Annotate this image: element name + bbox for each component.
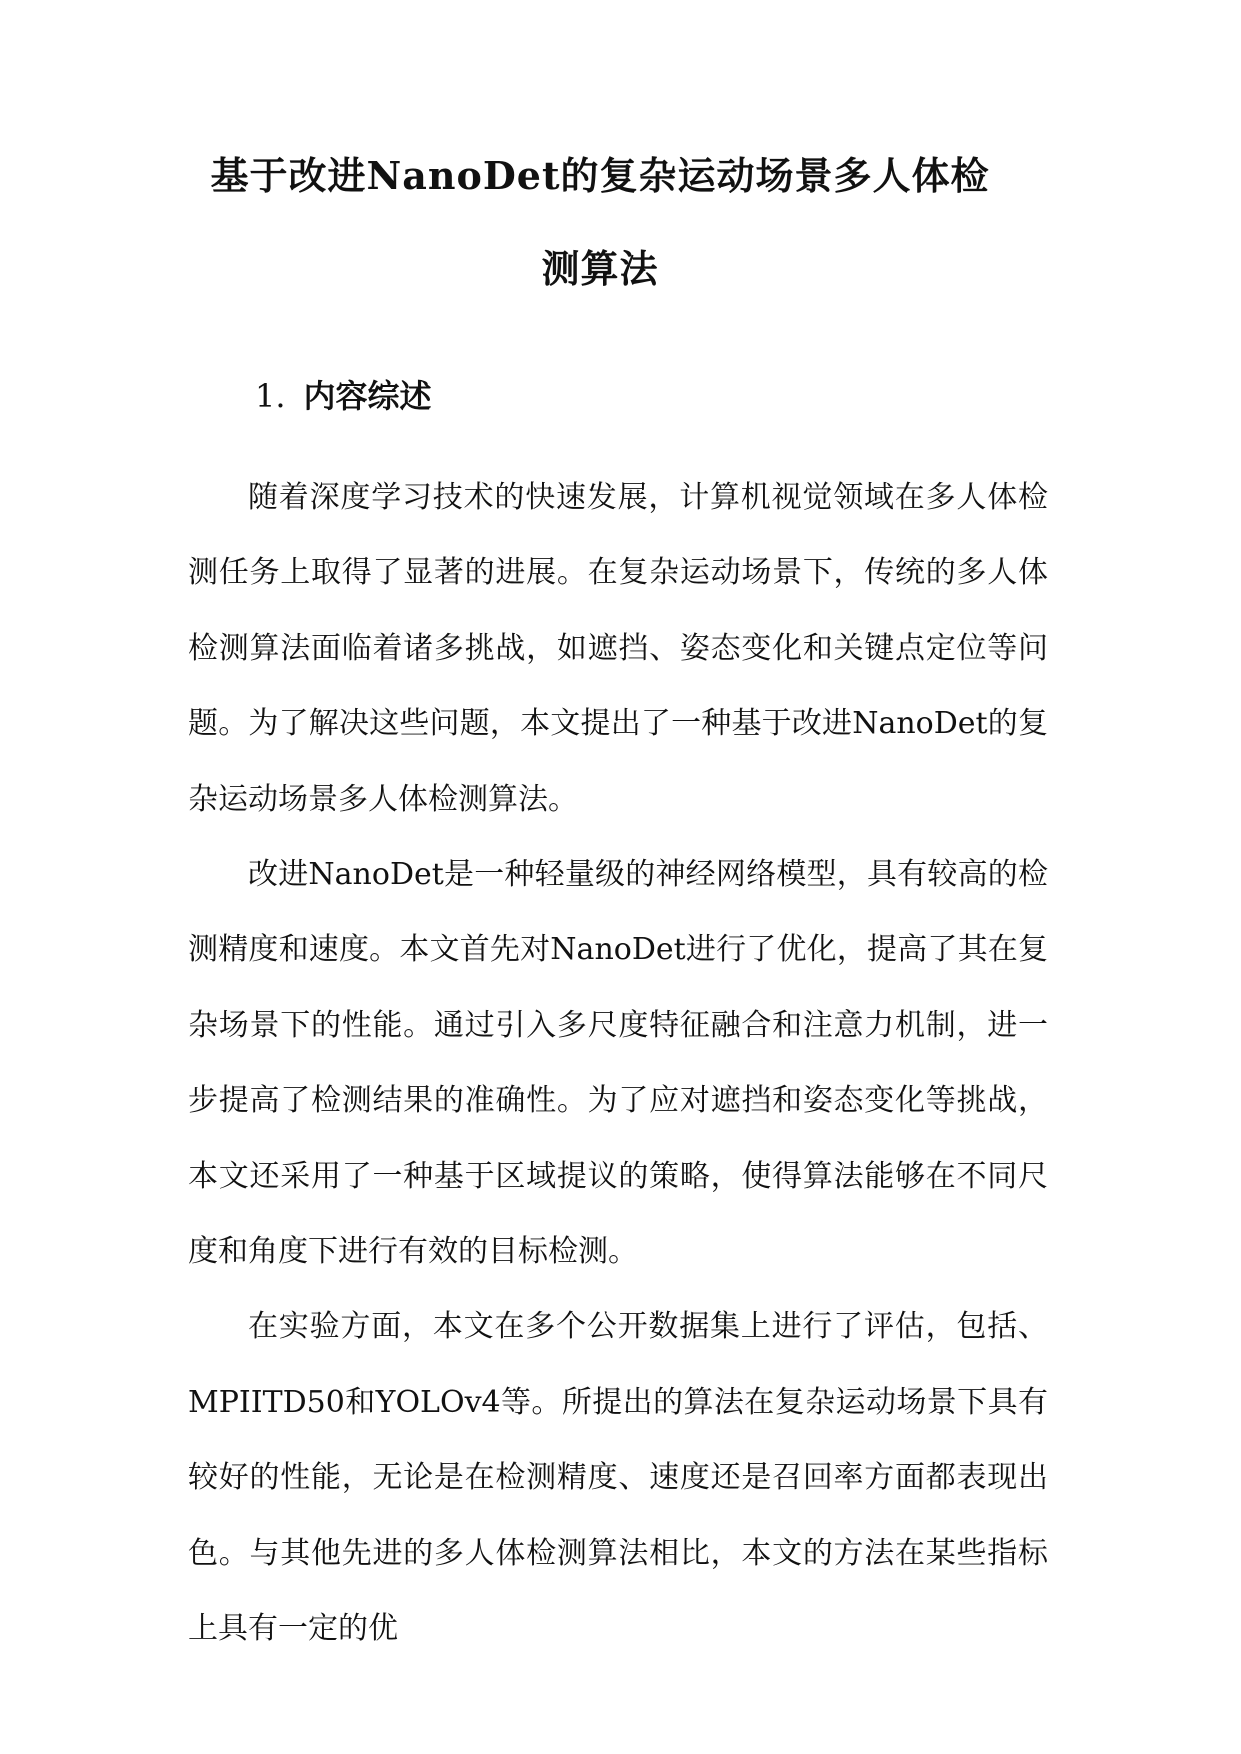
section-heading [255,376,432,416]
section-number: 1. [255,377,286,415]
body-paragraph-2: 改进NanoDet是一种轻量级的神经网络模型，具有较高的检测精度和速度。本文首先对NanoDet进行了优化，提高了其在复杂场景下的性能。通过引入多尺度特征融合和注意力机制，进一步提高了检测结果的准确性。为了应对遮挡和姿态变化等挑战，本文还采用了一种基于区域提议的策略，使得算法能够在不同尺度和角度下进行有效的目标检测。 [188,857,1048,1270]
document-title-line-2: 测算法 [541,246,659,291]
document-title-line-1: 基于改进NanoDet的复杂运动场景多人体检 [210,153,990,198]
body-paragraph-1: 随着深度学习技术的快速发展，计算机视觉领域在多人体检测任务上取得了显著的进展。在复杂运动场景下，传统的多人体检测算法面临着诸多挑战，如遮挡、姿态变化和关键点定位等问题。为了解决这些问题，本文提出了一种基于改进NanoDet的复杂运动场景多人体检测算法。 [188,480,1048,817]
body-paragraph-3: 在实验方面，本文在多个公开数据集上进行了评估，包括、MPIITD50和YOLOv4等。所提出的算法在复杂运动场景下具有较好的性能，无论是在检测精度、速度还是召回率方面都表现出色。与其他先进的多人体检测算法相比，本文的方法在某些指标上具有一定的优 [188,1309,1048,1647]
section-title: 内容综述 [303,377,432,415]
document-body [188,460,1048,1667]
